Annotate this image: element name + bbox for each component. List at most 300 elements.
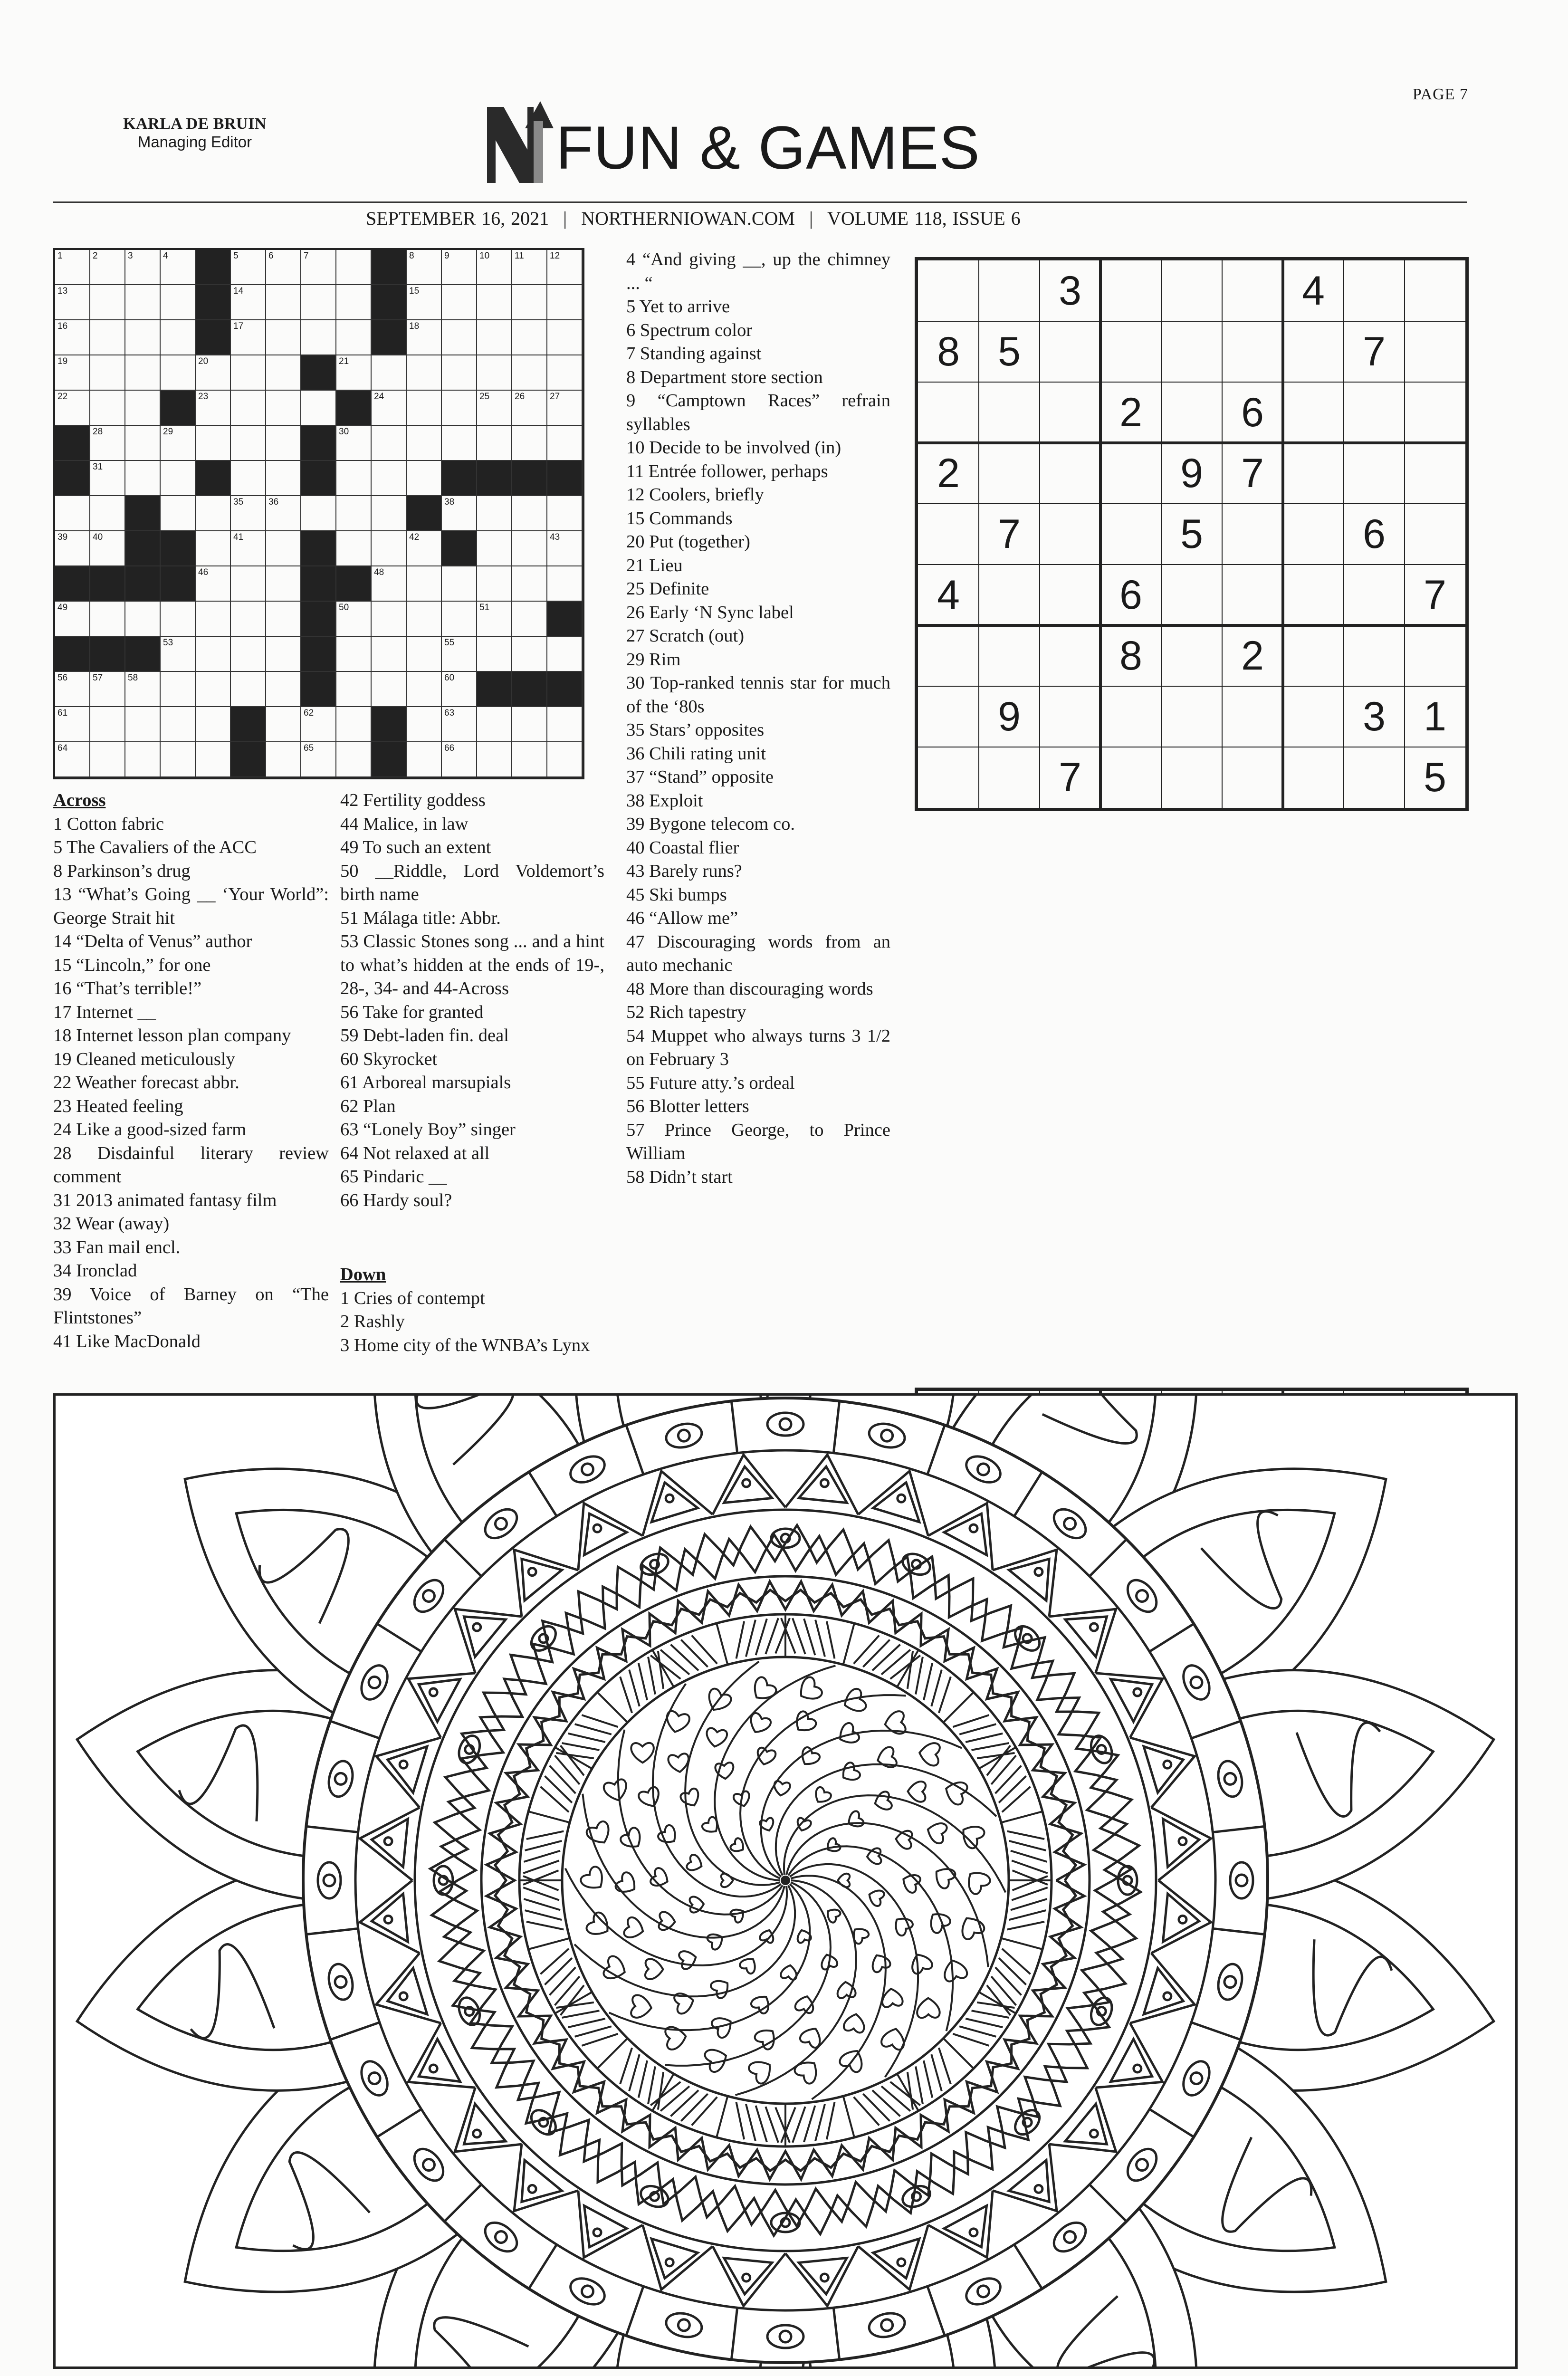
sudoku-empty-cell[interactable] xyxy=(1040,443,1100,504)
clue: 11 Entrée follower, perhaps xyxy=(626,461,828,481)
crossword-cell[interactable] xyxy=(442,566,477,602)
sudoku-empty-cell[interactable] xyxy=(1405,382,1465,443)
crossword-cell[interactable] xyxy=(301,391,336,426)
crossword-cell[interactable] xyxy=(161,426,196,461)
sudoku-empty-cell[interactable] xyxy=(1100,443,1161,504)
clue: 9 “Camptown Races” refrain syllables xyxy=(626,391,890,434)
clue-number: 9 xyxy=(444,251,449,261)
crossword-cell[interactable] xyxy=(336,285,372,320)
crossword-cell[interactable] xyxy=(477,285,512,320)
crossword-cell[interactable] xyxy=(407,602,442,637)
sudoku-empty-cell[interactable] xyxy=(1100,504,1161,565)
crossword-cell[interactable] xyxy=(547,496,583,531)
clue-number: 61 xyxy=(57,708,68,718)
sudoku-empty-cell[interactable] xyxy=(918,625,979,686)
crossword-cell[interactable] xyxy=(547,426,583,461)
sudoku-empty-cell[interactable] xyxy=(1040,565,1100,625)
crossword-cell[interactable] xyxy=(301,320,336,355)
clue: 17 Internet __ xyxy=(53,1002,156,1022)
crossword-cell[interactable] xyxy=(512,566,547,602)
crossword-cell[interactable] xyxy=(231,672,266,707)
crossword-cell[interactable] xyxy=(547,391,583,426)
sudoku-empty-cell[interactable] xyxy=(1283,747,1344,808)
crossword-cell[interactable] xyxy=(55,531,90,566)
editor-block xyxy=(114,115,276,151)
crossword-cell[interactable] xyxy=(512,637,547,672)
sudoku-empty-cell[interactable] xyxy=(1161,686,1222,747)
clue-number: 24 xyxy=(374,392,384,402)
sudoku-empty-cell[interactable] xyxy=(918,686,979,747)
crossword-cell[interactable] xyxy=(407,426,442,461)
sudoku-empty-cell[interactable] xyxy=(1040,686,1100,747)
sudoku-empty-cell[interactable] xyxy=(1161,747,1222,808)
clue-number: 11 xyxy=(515,251,524,261)
clue: 49 To such an extent xyxy=(340,837,491,857)
sudoku-empty-cell[interactable] xyxy=(1283,565,1344,625)
crossword-cell[interactable] xyxy=(512,707,547,742)
clue: 36 Chili rating unit xyxy=(626,743,766,764)
sudoku-empty-cell[interactable] xyxy=(918,382,979,443)
clue: 38 Exploit xyxy=(626,790,703,811)
crossword-cell[interactable] xyxy=(266,391,301,426)
crossword-cell[interactable] xyxy=(231,426,266,461)
crossword-cell[interactable] xyxy=(125,461,161,496)
crossword-cell[interactable] xyxy=(90,742,125,777)
clue: 12 Coolers, briefly xyxy=(626,485,764,505)
crossword-cell[interactable] xyxy=(477,566,512,602)
crossword-cell[interactable] xyxy=(161,496,196,531)
crossword-cell[interactable] xyxy=(442,355,477,391)
crossword-cell[interactable] xyxy=(477,707,512,742)
crossword-cell[interactable] xyxy=(196,637,231,672)
crossword-black-square xyxy=(336,566,372,602)
crossword-cell[interactable] xyxy=(90,707,125,742)
crossword-cell[interactable] xyxy=(196,391,231,426)
crossword-cell[interactable] xyxy=(477,355,512,391)
crossword-cell[interactable] xyxy=(442,637,477,672)
crossword-cell[interactable] xyxy=(231,391,266,426)
crossword-cell[interactable] xyxy=(266,531,301,566)
sudoku-empty-cell[interactable] xyxy=(1222,747,1283,808)
clue: 39 Bygone telecom co. xyxy=(626,814,795,834)
crossword-cell[interactable] xyxy=(336,426,372,461)
clue-number: 41 xyxy=(233,532,244,542)
crossword-cell[interactable] xyxy=(547,355,583,391)
crossword-cell[interactable] xyxy=(442,672,477,707)
sudoku-given: 5 xyxy=(998,328,1021,374)
sudoku-empty-cell[interactable] xyxy=(1222,321,1283,382)
clue-number: 2 xyxy=(93,251,98,261)
crossword-cell[interactable] xyxy=(90,531,125,566)
crossword-cell[interactable] xyxy=(372,637,407,672)
crossword-black-square xyxy=(125,566,161,602)
crossword-cell[interactable] xyxy=(336,672,372,707)
crossword-cell[interactable] xyxy=(266,250,301,285)
crossword-cell[interactable] xyxy=(90,426,125,461)
crossword-black-square xyxy=(512,672,547,707)
crossword-cell[interactable] xyxy=(231,566,266,602)
crossword-cell[interactable] xyxy=(372,531,407,566)
sudoku-given: 5 xyxy=(1180,511,1203,557)
crossword-cell[interactable] xyxy=(407,637,442,672)
crossword-cell[interactable] xyxy=(442,707,477,742)
sudoku-empty-cell[interactable] xyxy=(1040,625,1100,686)
crossword-cell[interactable] xyxy=(90,250,125,285)
sudoku-empty-cell[interactable] xyxy=(1283,686,1344,747)
clue-number: 62 xyxy=(304,708,314,718)
crossword-cell[interactable] xyxy=(442,426,477,461)
sudoku-empty-cell[interactable] xyxy=(979,443,1040,504)
sudoku-empty-cell[interactable] xyxy=(1405,443,1465,504)
crossword-black-square xyxy=(301,426,336,461)
crossword-cell[interactable] xyxy=(547,707,583,742)
clue: 43 Barely runs? xyxy=(626,861,742,881)
crossword-cell[interactable] xyxy=(512,355,547,391)
sudoku-empty-cell[interactable] xyxy=(918,747,979,808)
crossword-cell[interactable] xyxy=(161,707,196,742)
crossword-cell[interactable] xyxy=(407,355,442,391)
crossword-cell[interactable] xyxy=(231,320,266,355)
crossword-black-square xyxy=(372,742,407,777)
crossword-cell[interactable] xyxy=(407,391,442,426)
sudoku-empty-cell[interactable] xyxy=(1344,382,1405,443)
sudoku-empty-cell[interactable] xyxy=(1344,260,1405,321)
sudoku-empty-cell[interactable] xyxy=(918,504,979,565)
crossword-cell[interactable] xyxy=(547,285,583,320)
crossword-cell[interactable] xyxy=(372,461,407,496)
crossword-cell[interactable] xyxy=(266,602,301,637)
crossword-cell[interactable] xyxy=(442,496,477,531)
sudoku-empty-cell[interactable] xyxy=(1100,686,1161,747)
crossword-cell[interactable] xyxy=(407,461,442,496)
sudoku-empty-cell[interactable] xyxy=(1040,382,1100,443)
crossword-cell[interactable] xyxy=(442,250,477,285)
crossword-cell[interactable] xyxy=(161,637,196,672)
crossword-cell[interactable] xyxy=(407,672,442,707)
sudoku-empty-cell[interactable] xyxy=(1161,321,1222,382)
sudoku-empty-cell[interactable] xyxy=(1161,625,1222,686)
sudoku-empty-cell[interactable] xyxy=(1344,565,1405,625)
crossword-cell[interactable] xyxy=(512,531,547,566)
crossword-cell[interactable] xyxy=(266,461,301,496)
crossword-cell[interactable] xyxy=(266,566,301,602)
sudoku-empty-cell[interactable] xyxy=(1222,504,1283,565)
sudoku-empty-cell[interactable] xyxy=(1405,504,1465,565)
crossword-cell[interactable] xyxy=(55,602,90,637)
crossword-cell[interactable] xyxy=(407,707,442,742)
crossword-cell[interactable] xyxy=(477,531,512,566)
crossword-cell[interactable] xyxy=(266,285,301,320)
crossword-cell[interactable] xyxy=(231,531,266,566)
clue: 1 Cries of contempt xyxy=(340,1288,485,1308)
crossword-cell[interactable] xyxy=(477,742,512,777)
crossword-cell[interactable] xyxy=(442,285,477,320)
sudoku-empty-cell[interactable] xyxy=(1161,382,1222,443)
sudoku-gridline xyxy=(918,686,1465,687)
crossword-cell[interactable] xyxy=(547,637,583,672)
crossword-cell[interactable] xyxy=(196,355,231,391)
clue-number: 3 xyxy=(128,251,133,261)
sudoku-empty-cell[interactable] xyxy=(1405,321,1465,382)
crossword-black-square xyxy=(301,531,336,566)
crossword-cell[interactable] xyxy=(442,320,477,355)
crossword-cell[interactable] xyxy=(231,461,266,496)
crossword-cell[interactable] xyxy=(161,602,196,637)
clue-number: 26 xyxy=(515,392,525,402)
crossword-cell[interactable] xyxy=(125,355,161,391)
crossword-cell[interactable] xyxy=(266,742,301,777)
sudoku-empty-cell[interactable] xyxy=(1161,565,1222,625)
crossword-cell[interactable] xyxy=(161,320,196,355)
crossword-cell[interactable] xyxy=(336,742,372,777)
crossword-black-square xyxy=(407,496,442,531)
crossword-cell[interactable] xyxy=(512,320,547,355)
across-clues-column-1 xyxy=(53,789,329,1353)
crossword-cell[interactable] xyxy=(547,320,583,355)
crossword-cell[interactable] xyxy=(125,285,161,320)
sudoku-empty-cell[interactable] xyxy=(1283,382,1344,443)
crossword-cell[interactable] xyxy=(90,496,125,531)
crossword-cell[interactable] xyxy=(161,672,196,707)
clue-number: 38 xyxy=(444,497,455,507)
sudoku-empty-cell[interactable] xyxy=(1161,260,1222,321)
crossword-cell[interactable] xyxy=(336,320,372,355)
sudoku-empty-cell[interactable] xyxy=(979,382,1040,443)
clue-number: 39 xyxy=(57,532,68,542)
crossword-cell[interactable] xyxy=(336,637,372,672)
crossword-cell[interactable] xyxy=(55,250,90,285)
crossword-cell[interactable] xyxy=(336,496,372,531)
crossword-cell[interactable] xyxy=(55,742,90,777)
sudoku-empty-cell[interactable] xyxy=(1283,443,1344,504)
crossword-cell[interactable] xyxy=(407,742,442,777)
crossword-cell[interactable] xyxy=(512,391,547,426)
across-heading: Across xyxy=(53,790,106,810)
sudoku-empty-cell[interactable] xyxy=(1100,321,1161,382)
crossword-cell[interactable] xyxy=(196,742,231,777)
crossword-cell[interactable] xyxy=(196,707,231,742)
crossword-cell[interactable] xyxy=(442,602,477,637)
crossword-cell[interactable] xyxy=(407,250,442,285)
crossword-cell[interactable] xyxy=(512,426,547,461)
crossword-cell[interactable] xyxy=(196,496,231,531)
crossword-black-square xyxy=(372,320,407,355)
crossword-cell[interactable] xyxy=(372,391,407,426)
crossword-cell[interactable] xyxy=(336,250,372,285)
crossword-cell[interactable] xyxy=(477,250,512,285)
crossword-black-square xyxy=(477,461,512,496)
crossword-puzzle xyxy=(53,248,584,779)
crossword-cell[interactable] xyxy=(512,742,547,777)
sudoku-empty-cell[interactable] xyxy=(1344,625,1405,686)
sudoku-empty-cell[interactable] xyxy=(979,260,1040,321)
crossword-cell[interactable] xyxy=(125,742,161,777)
crossword-cell[interactable] xyxy=(231,602,266,637)
crossword-cell[interactable] xyxy=(55,707,90,742)
crossword-cell[interactable] xyxy=(512,250,547,285)
sudoku-given: 7 xyxy=(1363,328,1386,374)
crossword-cell[interactable] xyxy=(477,637,512,672)
crossword-cell[interactable] xyxy=(90,461,125,496)
clue: 10 Decide to be involved (in) xyxy=(626,438,841,458)
crossword-cell[interactable] xyxy=(125,391,161,426)
clue-number: 14 xyxy=(233,286,244,296)
crossword-cell[interactable] xyxy=(547,566,583,602)
sudoku-empty-cell[interactable] xyxy=(918,260,979,321)
sudoku-empty-cell[interactable] xyxy=(1283,321,1344,382)
crossword-cell[interactable] xyxy=(407,320,442,355)
crossword-cell[interactable] xyxy=(372,426,407,461)
crossword-black-square xyxy=(55,566,90,602)
crossword-cell[interactable] xyxy=(336,355,372,391)
sudoku-empty-cell[interactable] xyxy=(1040,321,1100,382)
crossword-cell[interactable] xyxy=(266,672,301,707)
crossword-cell[interactable] xyxy=(55,672,90,707)
crossword-cell[interactable] xyxy=(336,531,372,566)
crossword-cell[interactable] xyxy=(125,320,161,355)
crossword-cell[interactable] xyxy=(231,496,266,531)
clue: 29 Rim xyxy=(626,649,681,670)
crossword-cell[interactable] xyxy=(90,320,125,355)
crossword-cell[interactable] xyxy=(266,426,301,461)
sudoku-empty-cell[interactable] xyxy=(1222,260,1283,321)
crossword-cell[interactable] xyxy=(266,707,301,742)
crossword-cell[interactable] xyxy=(55,391,90,426)
crossword-cell[interactable] xyxy=(125,426,161,461)
crossword-black-square xyxy=(547,672,583,707)
crossword-cell[interactable] xyxy=(301,496,336,531)
crossword-cell[interactable] xyxy=(372,355,407,391)
crossword-cell[interactable] xyxy=(547,742,583,777)
crossword-cell[interactable] xyxy=(266,320,301,355)
crossword-cell[interactable] xyxy=(161,250,196,285)
sudoku-gridline xyxy=(1039,260,1040,808)
crossword-cell[interactable] xyxy=(55,355,90,391)
crossword-cell[interactable] xyxy=(477,320,512,355)
crossword-cell[interactable] xyxy=(196,602,231,637)
crossword-cell[interactable] xyxy=(512,496,547,531)
crossword-cell[interactable] xyxy=(547,531,583,566)
crossword-cell[interactable] xyxy=(196,531,231,566)
crossword-cell[interactable] xyxy=(372,672,407,707)
crossword-cell[interactable] xyxy=(90,672,125,707)
sudoku-given: 3 xyxy=(1059,268,1081,314)
crossword-cell[interactable] xyxy=(161,355,196,391)
crossword-cell[interactable] xyxy=(301,250,336,285)
crossword-cell[interactable] xyxy=(231,250,266,285)
sudoku-empty-cell[interactable] xyxy=(1040,504,1100,565)
crossword-cell[interactable] xyxy=(442,391,477,426)
crossword-cell[interactable] xyxy=(407,566,442,602)
crossword-cell[interactable] xyxy=(55,496,90,531)
crossword-cell[interactable] xyxy=(125,602,161,637)
crossword-cell[interactable] xyxy=(161,285,196,320)
crossword-cell[interactable] xyxy=(301,285,336,320)
crossword-cell[interactable] xyxy=(336,461,372,496)
sudoku-empty-cell[interactable] xyxy=(979,625,1040,686)
crossword-cell[interactable] xyxy=(196,672,231,707)
crossword-cell[interactable] xyxy=(407,285,442,320)
clue: 53 Classic Stones song ... and a hint to what’s hidden at the ends of 19-, 28-, 34- and 44-Across xyxy=(340,931,604,998)
sudoku-empty-cell[interactable] xyxy=(1344,443,1405,504)
clue: 57 Prince George, to Prince William xyxy=(626,1120,890,1163)
clue-number: 60 xyxy=(444,673,455,683)
crossword-cell[interactable] xyxy=(336,602,372,637)
sudoku-given: 2 xyxy=(937,450,960,496)
crossword-cell[interactable] xyxy=(55,320,90,355)
crossword-cell[interactable] xyxy=(477,426,512,461)
clue: 5 The Cavaliers of the ACC xyxy=(53,837,257,857)
clue-number: 65 xyxy=(304,743,314,753)
crossword-cell[interactable] xyxy=(90,285,125,320)
crossword-cell[interactable] xyxy=(512,285,547,320)
crossword-cell[interactable] xyxy=(231,637,266,672)
crossword-cell[interactable] xyxy=(266,637,301,672)
clue-number: 18 xyxy=(409,321,420,331)
sudoku-empty-cell[interactable] xyxy=(1405,260,1465,321)
crossword-cell[interactable] xyxy=(442,742,477,777)
crossword-cell[interactable] xyxy=(266,355,301,391)
crossword-cell[interactable] xyxy=(125,250,161,285)
sudoku-empty-cell[interactable] xyxy=(1283,625,1344,686)
crossword-cell[interactable] xyxy=(477,602,512,637)
crossword-cell[interactable] xyxy=(372,496,407,531)
crossword-cell[interactable] xyxy=(512,602,547,637)
sudoku-empty-cell[interactable] xyxy=(1222,565,1283,625)
crossword-cell[interactable] xyxy=(161,742,196,777)
crossword-cell[interactable] xyxy=(336,707,372,742)
crossword-cell[interactable] xyxy=(55,285,90,320)
crossword-cell[interactable] xyxy=(547,250,583,285)
crossword-black-square xyxy=(231,707,266,742)
crossword-cell[interactable] xyxy=(161,461,196,496)
crossword-cell[interactable] xyxy=(196,566,231,602)
sudoku-empty-cell[interactable] xyxy=(1100,260,1161,321)
issue-date: SEPTEMBER 16, 2021 xyxy=(366,208,549,229)
crossword-cell[interactable] xyxy=(372,566,407,602)
sudoku-empty-cell[interactable] xyxy=(979,747,1040,808)
crossword-cell[interactable] xyxy=(477,496,512,531)
crossword-cell[interactable] xyxy=(90,355,125,391)
crossword-cell[interactable] xyxy=(125,672,161,707)
crossword-cell[interactable] xyxy=(231,355,266,391)
clue: 22 Weather forecast abbr. xyxy=(53,1073,239,1092)
clue: 56 Blotter letters xyxy=(626,1096,749,1116)
clue-number: 13 xyxy=(57,286,68,296)
sudoku-empty-cell[interactable] xyxy=(1344,747,1405,808)
crossword-cell[interactable] xyxy=(231,285,266,320)
crossword-cell[interactable] xyxy=(196,426,231,461)
crossword-cell[interactable] xyxy=(90,391,125,426)
clue: 37 “Stand” opposite xyxy=(626,767,774,787)
crossword-cell[interactable] xyxy=(407,531,442,566)
sudoku-empty-cell[interactable] xyxy=(979,565,1040,625)
sudoku-empty-cell[interactable] xyxy=(1283,504,1344,565)
crossword-cell[interactable] xyxy=(125,707,161,742)
crossword-cell[interactable] xyxy=(301,742,336,777)
crossword-cell[interactable] xyxy=(90,602,125,637)
crossword-cell[interactable] xyxy=(477,391,512,426)
sudoku-empty-cell[interactable] xyxy=(1222,686,1283,747)
clue: 31 2013 animated fantasy film xyxy=(53,1190,277,1210)
crossword-grid xyxy=(53,248,584,779)
sudoku-empty-cell[interactable] xyxy=(1405,625,1465,686)
website-link[interactable]: NORTHERNIOWAN.COM xyxy=(581,208,795,229)
crossword-cell[interactable] xyxy=(372,602,407,637)
crossword-cell[interactable] xyxy=(301,707,336,742)
crossword-cell[interactable] xyxy=(266,496,301,531)
sudoku-empty-cell[interactable] xyxy=(1100,747,1161,808)
